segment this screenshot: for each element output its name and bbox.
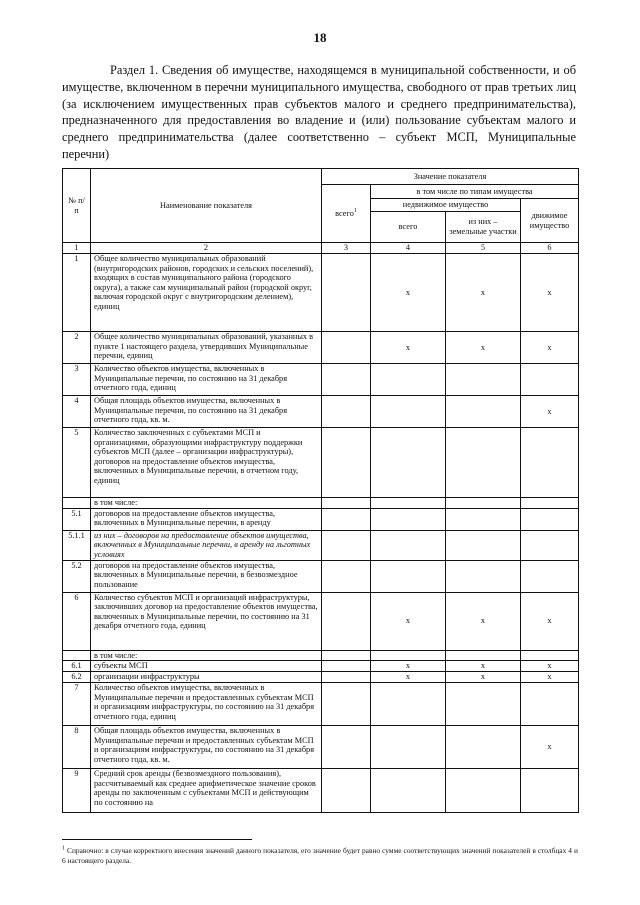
table-row	[63, 592, 579, 650]
value-real-estate: x	[371, 332, 446, 364]
value-total	[322, 672, 371, 683]
value-total	[322, 254, 371, 332]
row-label: Средний срок аренды (безвозмездного пользования), рассчитываемый как среднее арифметическое значение сроков аренды по заключенным с субъектами МСП и действующим по состоянию на	[91, 769, 322, 813]
value-total	[322, 661, 371, 672]
column-number-row	[63, 243, 579, 254]
value-real-estate	[371, 396, 446, 428]
row-label: Количество субъектов МСП и организаций инфраструктуры, заключивших договор на предоставление объектов имущества, включенных в Муниципальные перечни, по состоянию на 31 декабря отчетного года, единиц	[91, 592, 322, 650]
value-movable	[521, 498, 579, 509]
value-total	[322, 683, 371, 726]
header-value: Значение показателя	[322, 169, 579, 185]
value-land	[446, 508, 521, 530]
value-real-estate	[371, 769, 446, 813]
value-land	[446, 769, 521, 813]
table-header	[63, 169, 579, 254]
table-row	[63, 364, 579, 396]
row-label: Количество заключенных с субъектами МСП и организациями, образующими инфраструктуру поддержки субъектов МСП (далее – организации инфраструктуры), договоров на предоставление объектов имущества, включенных в Муниципальные перечни, в отчетном году, единиц	[91, 428, 322, 498]
value-land	[446, 650, 521, 661]
header-total-label: всего	[335, 208, 354, 218]
value-land	[446, 683, 521, 726]
row-number: 6	[63, 592, 91, 650]
column-number: 4	[371, 243, 446, 254]
value-real-estate: x	[371, 661, 446, 672]
value-total	[322, 592, 371, 650]
row-label: организации инфраструктуры	[91, 672, 322, 683]
column-number: 1	[63, 243, 91, 254]
table-row	[63, 769, 579, 813]
value-land: x	[446, 332, 521, 364]
footnote	[62, 846, 578, 866]
row-number: 4	[63, 396, 91, 428]
value-movable: x	[521, 254, 579, 332]
value-real-estate	[371, 650, 446, 661]
value-real-estate	[371, 498, 446, 509]
value-total	[322, 560, 371, 592]
table-row	[63, 650, 579, 661]
column-number: 3	[322, 243, 371, 254]
value-movable: x	[521, 396, 579, 428]
value-total	[322, 498, 371, 509]
value-movable: x	[521, 332, 579, 364]
table-row	[63, 560, 579, 592]
row-label: Общая площадь объектов имущества, включенных в Муниципальные перечни и предоставленных субъектам МСП и организациям инфраструктуры, по состоянию на 31 декабря отчетного года, кв. м.	[91, 726, 322, 769]
row-number: 3	[63, 364, 91, 396]
value-total	[322, 530, 371, 560]
row-label: Количество объектов имущества, включенных в Муниципальные перечни и предоставленных субъектам МСП и организациям инфраструктуры, по состоянию на 31 декабря отчетного года, единиц	[91, 683, 322, 726]
row-number	[63, 498, 91, 509]
value-real-estate: x	[371, 254, 446, 332]
row-number: 9	[63, 769, 91, 813]
table-row	[63, 661, 579, 672]
value-total	[322, 364, 371, 396]
value-real-estate	[371, 683, 446, 726]
value-land	[446, 498, 521, 509]
table-row	[63, 396, 579, 428]
value-land: x	[446, 592, 521, 650]
table-row	[63, 672, 579, 683]
row-number	[63, 650, 91, 661]
row-number: 5.2	[63, 560, 91, 592]
value-movable: x	[521, 672, 579, 683]
header-land: из них – земельные участки	[446, 212, 521, 243]
row-number: 5.1	[63, 508, 91, 530]
header-name: Наименование показателя	[91, 169, 322, 243]
row-label: в том числе:	[91, 650, 322, 661]
value-total	[322, 332, 371, 364]
header-total	[322, 185, 371, 243]
value-land: x	[446, 672, 521, 683]
header-by-type: в том числе по типам имущества	[371, 185, 579, 199]
value-land: x	[446, 661, 521, 672]
row-number: 8	[63, 726, 91, 769]
row-number: 5	[63, 428, 91, 498]
value-real-estate	[371, 530, 446, 560]
row-label: Общая площадь объектов имущества, включенных в Муниципальные перечни, по состоянию на 31 декабря отчетного года, кв. м.	[91, 396, 322, 428]
value-land	[446, 530, 521, 560]
value-real-estate	[371, 508, 446, 530]
row-label: Общее количество муниципальных образований (внутригородских районов, городских и сельских поселений), входящих в состав муниципального района (городского округа), а также сам муниципальный район (городской округ, включая городской округ с внутригородским делением), единиц	[91, 254, 322, 332]
value-land	[446, 560, 521, 592]
section-heading: Раздел 1. Сведения об имуществе, находящемся в муниципальной собственности, и об имуществе, включенном в перечни муниципального имущества, свободного от прав третьих лиц (за исключением имущественных прав субъектов малого и среднего предпринимательства), предназначенного для предоставления во владение и (или) пользование субъектам малого и среднего предпринимательства (далее соответственно – субъект МСП, Муниципальные перечни)	[62, 63, 576, 161]
value-real-estate	[371, 364, 446, 396]
footnote-divider	[62, 839, 252, 840]
row-label: Количество объектов имущества, включенных в Муниципальные перечни, по состоянию на 31 декабря отчетного года, единиц	[91, 364, 322, 396]
value-movable	[521, 508, 579, 530]
value-total	[322, 650, 371, 661]
table-row	[63, 683, 579, 726]
row-label: в том числе:	[91, 498, 322, 509]
value-real-estate	[371, 726, 446, 769]
value-movable	[521, 364, 579, 396]
row-label: субъекты МСП	[91, 661, 322, 672]
value-land: x	[446, 254, 521, 332]
column-number: 6	[521, 243, 579, 254]
column-number: 5	[446, 243, 521, 254]
value-land	[446, 364, 521, 396]
table-row	[63, 508, 579, 530]
footnote-marker: 1	[62, 845, 65, 852]
row-number: 1	[63, 254, 91, 332]
row-label: договоров на предоставление объектов имущества, включенных в Муниципальные перечни, в безвозмездное пользование	[91, 560, 322, 592]
value-real-estate	[371, 560, 446, 592]
table-row	[63, 498, 579, 509]
column-number: 2	[91, 243, 322, 254]
value-real-estate: x	[371, 592, 446, 650]
value-real-estate: x	[371, 672, 446, 683]
indicators-table	[62, 168, 579, 813]
value-real-estate	[371, 428, 446, 498]
value-movable: x	[521, 726, 579, 769]
header-real-estate: недвижимое имущество	[371, 199, 521, 212]
header-movable: движимое имущество	[521, 199, 579, 243]
row-label: договоров на предоставление объектов имущества, включенных в Муниципальные перечни, в аренду	[91, 508, 322, 530]
row-label: Общее количество муниципальных образований, указанных в пункте 1 настоящего раздела, утвердивших Муниципальные перечни, единиц	[91, 332, 322, 364]
table-row	[63, 726, 579, 769]
value-movable	[521, 428, 579, 498]
value-total	[322, 769, 371, 813]
row-number: 6.1	[63, 661, 91, 672]
row-number: 7	[63, 683, 91, 726]
header-re-total: всего	[371, 212, 446, 243]
row-number: 5.1.1	[63, 530, 91, 560]
value-land	[446, 428, 521, 498]
value-land	[446, 726, 521, 769]
value-movable	[521, 560, 579, 592]
table-body	[63, 254, 579, 813]
value-movable	[521, 650, 579, 661]
value-movable: x	[521, 661, 579, 672]
row-number: 6.2	[63, 672, 91, 683]
table-row	[63, 332, 579, 364]
row-number: 2	[63, 332, 91, 364]
value-land	[446, 396, 521, 428]
value-total	[322, 428, 371, 498]
value-total	[322, 726, 371, 769]
page-number: 18	[313, 30, 327, 45]
table-row	[63, 530, 579, 560]
value-total	[322, 396, 371, 428]
row-label: из них – договоров на предоставление объектов имущества, включенных в Муниципальные перечни, в аренду на льготных условиях	[91, 530, 322, 560]
value-movable	[521, 530, 579, 560]
value-movable	[521, 769, 579, 813]
value-total	[322, 508, 371, 530]
header-num: № п/п	[63, 169, 91, 243]
footnote-text: Справочно: в случае корректного внесения значений данного показателя, его значение будет равно сумме соответствующих значений показателей в столбцах 4 и 6 настоящего раздела.	[62, 846, 578, 865]
footnote-ref: 1	[353, 207, 357, 214]
value-movable	[521, 683, 579, 726]
value-movable: x	[521, 592, 579, 650]
table-row	[63, 428, 579, 498]
table-row	[63, 254, 579, 332]
